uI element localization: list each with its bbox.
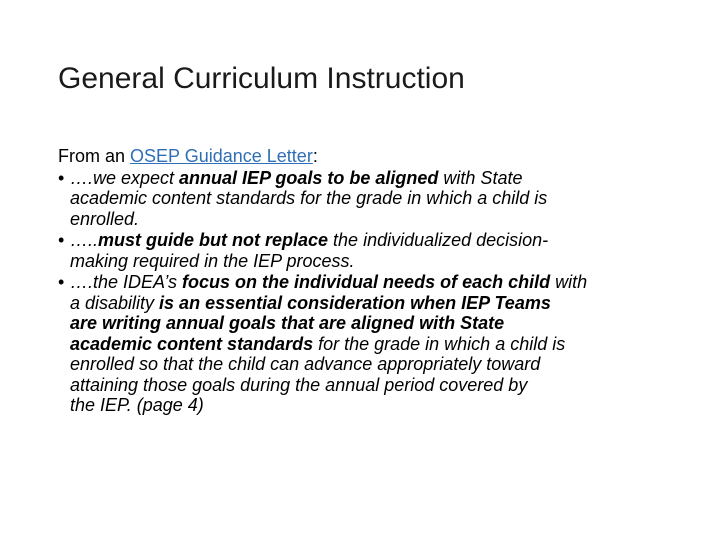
bullet-line — [70, 230, 678, 251]
bullet-line — [70, 313, 678, 334]
bullet-text: attaining those goals during the annual period covered by — [70, 374, 528, 395]
bullet-line — [70, 188, 678, 209]
intro-line — [58, 146, 678, 167]
bullet-list — [58, 168, 678, 416]
bullet-text: academic content standards for the grade in which a child is — [70, 188, 548, 208]
bullet-text: making required in the IEP process. — [70, 250, 355, 271]
bullet-text: ….. — [70, 230, 99, 250]
bullet-item — [58, 272, 678, 416]
bullet-line — [70, 251, 678, 272]
bullet-line — [70, 168, 678, 189]
bullet-marker: • — [58, 230, 65, 250]
bullet-text: ….the IDEA’s — [70, 272, 183, 292]
bullet-line — [70, 272, 678, 293]
osep-guidance-letter-link[interactable]: OSEP Guidance Letter — [130, 146, 313, 166]
bullet-text: the individualized decision- — [328, 230, 549, 250]
bold-text: academic content standards — [70, 333, 314, 354]
bullet-text: the IEP. (page 4) — [70, 395, 204, 415]
bullet-text: with — [550, 272, 588, 292]
bullet-item — [58, 230, 678, 271]
intro-prefix: From an — [58, 146, 131, 166]
bullet-line — [70, 334, 678, 355]
bullet-line — [70, 209, 678, 230]
bullet-text: for the grade in which a child is — [313, 333, 566, 354]
bullet-text: a disability — [70, 292, 160, 313]
bullet-line — [70, 354, 678, 375]
bullet-line — [70, 293, 678, 314]
bold-text: are writing annual goals that are aligned with State — [70, 313, 505, 333]
bullet-text: enrolled. — [70, 208, 140, 229]
bold-text: must guide but not replace — [98, 230, 329, 250]
intro-suffix: : — [312, 146, 318, 166]
bullet-line — [70, 375, 678, 396]
bold-text: is an essential consideration when IEP Teams — [159, 292, 551, 313]
bullet-marker: • — [58, 272, 65, 292]
bullet-item — [58, 168, 678, 230]
bullet-line — [70, 395, 678, 416]
slide-body — [58, 146, 678, 416]
bullet-text: enrolled so that the child can advance appropriately toward — [70, 354, 541, 374]
bullet-text: with State — [438, 167, 523, 188]
bullet-text: ….we expect — [70, 167, 180, 188]
slide-title: General Curriculum Instruction — [58, 62, 465, 95]
bold-text: focus on the individual needs of each child — [182, 272, 551, 292]
bold-text: annual IEP goals to be aligned — [179, 167, 439, 188]
bullet-marker: • — [58, 167, 65, 188]
